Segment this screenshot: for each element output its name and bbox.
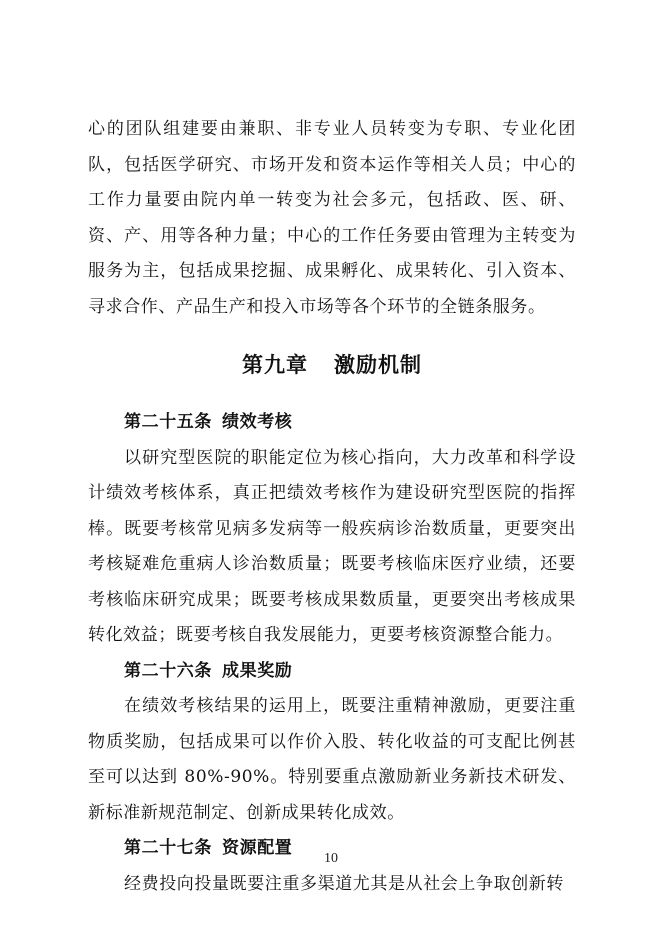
intro-paragraph: 心的团队组建要由兼职、非专业人员转变为专职、专业化团队，包括医学研究、市场开发和资本运作等相关人员；中心的工作力量要由院内单一转变为社会多元，包括政、医、研、资、产、用等各种力量；中心的工作任务要由管理为主转变为服务为主，包括成果挖掘、成果孵化、成果转化、引入资本、寻求合作、产品生产和投入市场等各个环节的全链条服务。 xyxy=(88,119,576,317)
article-title: 绩效考核 xyxy=(222,412,293,432)
article-heading xyxy=(88,405,576,441)
page-content xyxy=(88,112,576,902)
article-number: 第二十五条 xyxy=(124,412,212,432)
chapter-number: 第九章 xyxy=(242,353,308,377)
article-25 xyxy=(88,405,576,654)
article-body: 以研究型医院的职能定位为核心指向，大力改革和科学设计绩效考核体系，真正把绩效考核作为建设研究型医院的指挥棒。既要考核常见病多发病等一般疾病诊治数质量，更要突出考核疑难危重病人诊治数质量；既要考核临床医疗业绩，还要考核临床研究成果；既要考核成果数质量，更要突出考核成果转化效益；既要考核自我发展能力，更要考核资源整合能力。 xyxy=(88,447,576,645)
chapter-title: 激励机制 xyxy=(334,353,422,377)
article-26 xyxy=(88,654,576,832)
page-number: 10 xyxy=(324,851,338,866)
article-body: 在绩效考核结果的运用上，既要注重精神激励，更要注重物质奖励，包括成果可以作价入股、转化收益的可支配比例甚至可以达到 80%-90%。特别要重点激励新业务新技术研发、新标准新规范制定、创新成果转化成效。 xyxy=(88,696,576,823)
article-title: 成果奖励 xyxy=(222,660,293,681)
article-number: 第二十六条 xyxy=(124,660,212,681)
article-number: 第二十七条 xyxy=(124,838,212,858)
article-body: 经费投向投量既要注重多渠道尤其是从社会上争取创新转 xyxy=(124,873,564,894)
article-heading xyxy=(88,654,576,690)
chapter-heading xyxy=(88,337,576,393)
article-title: 资源配置 xyxy=(222,838,293,858)
